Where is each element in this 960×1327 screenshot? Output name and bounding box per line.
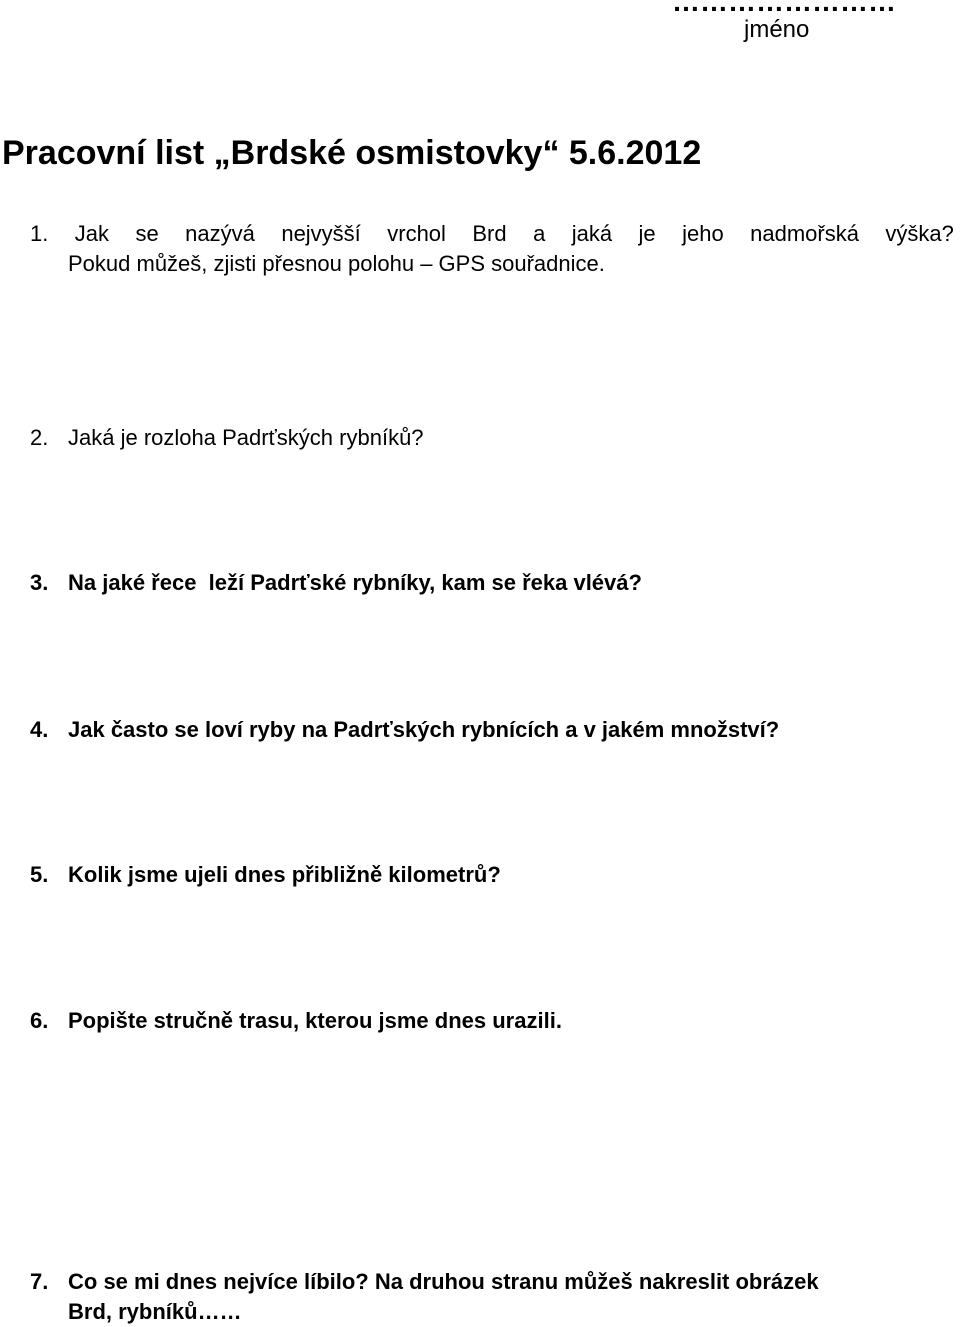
question-7-text: Co se mi dnes nejvíce líbilo? Na druhou stranu můžeš nakreslit obrázek bbox=[68, 1269, 819, 1294]
question-5 bbox=[30, 860, 501, 890]
question-2 bbox=[30, 423, 424, 453]
question-5-text: Kolik jsme ujeli dnes přibližně kilometrů? bbox=[68, 862, 501, 887]
question-1-word: nadmořská bbox=[750, 221, 859, 246]
question-1-word: a bbox=[533, 221, 546, 246]
question-3 bbox=[30, 568, 642, 598]
question-4-number: 4. bbox=[30, 717, 49, 742]
question-1-number: 1. bbox=[30, 221, 49, 246]
question-1-word: je bbox=[638, 221, 656, 246]
question-2-text: Jaká je rozloha Padrťských rybníků? bbox=[68, 425, 424, 450]
question-6-text: Popište stručně trasu, kterou jsme dnes urazili. bbox=[68, 1008, 562, 1033]
question-6-number: 6. bbox=[30, 1008, 49, 1033]
question-1-word: jeho bbox=[682, 221, 724, 246]
question-4 bbox=[30, 715, 779, 745]
question-1-word: Brd bbox=[472, 221, 507, 246]
question-5-number: 5. bbox=[30, 862, 49, 887]
question-7-number: 7. bbox=[30, 1269, 49, 1294]
name-blank-line: …………………… bbox=[672, 0, 896, 17]
question-1-word: jaká bbox=[571, 221, 613, 246]
question-3-number: 3. bbox=[30, 570, 49, 595]
question-1-word: se bbox=[135, 221, 159, 246]
worksheet-title: Pracovní list „Brdské osmistovky“ 5.6.2012 bbox=[2, 134, 702, 172]
question-1-word: Jak bbox=[74, 221, 110, 246]
question-1-continuation: Pokud můžeš, zjisti přesnou polohu – GPS souřadnice. bbox=[68, 251, 605, 276]
question-2-number: 2. bbox=[30, 425, 49, 450]
question-1-word: nejvyšší bbox=[281, 221, 361, 246]
question-6 bbox=[30, 1006, 562, 1036]
question-3-text: Na jaké řece leží Padrťské rybníky, kam se řeka vlévá? bbox=[68, 570, 642, 595]
question-1-word: výška? bbox=[885, 221, 954, 246]
question-1-word: nazývá bbox=[185, 221, 255, 246]
question-1-word: vrchol bbox=[387, 221, 446, 246]
question-7-continuation: Brd, rybníků…… bbox=[68, 1299, 242, 1324]
question-4-text: Jak často se loví ryby na Padrťských rybnících a v jakém množství? bbox=[68, 717, 780, 742]
name-label: jméno bbox=[744, 16, 810, 43]
question-1 bbox=[30, 219, 954, 279]
question-7 bbox=[30, 1267, 819, 1327]
